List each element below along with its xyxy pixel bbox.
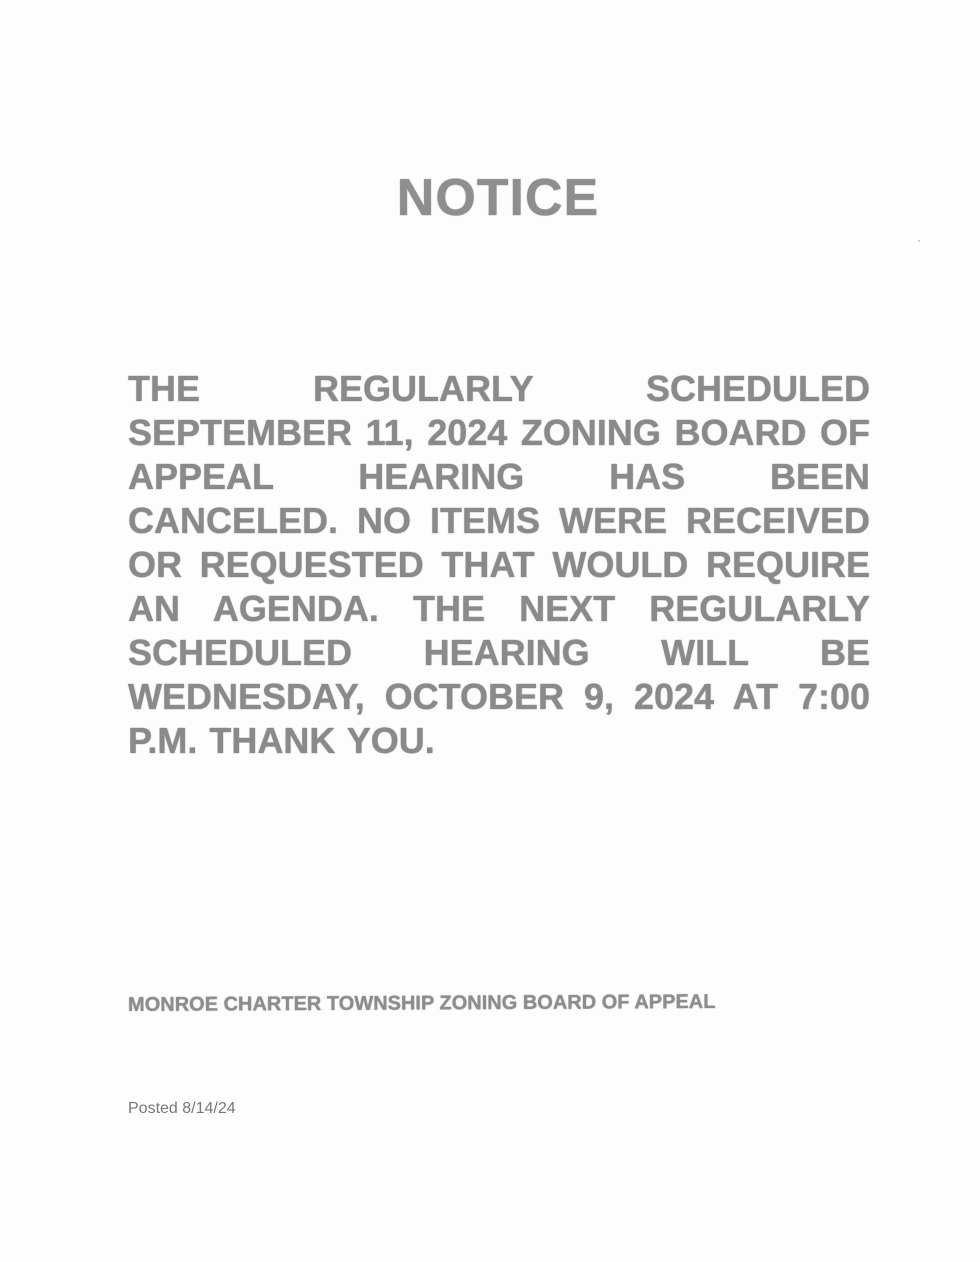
posted-date: Posted 8/14/24: [128, 1100, 236, 1117]
issuing-body: MONROE CHARTER TOWNSHIP ZONING BOARD OF APPEAL: [127, 990, 716, 1016]
notice-body: THE REGULARLY SCHEDULED SEPTEMBER 11, 2024 ZONING BOARD OF APPEAL HEARING HAS BEEN CANCELED. NO ITEMS WERE RECEIVED OR REQUESTED THAT WOULD REQUIRE AN AGENDA. THE NEXT REGULARLY SCHEDULED HEARING WILL BE WEDNESDAY, OCTOBER 9, 2024 AT 7:00 P.M. THANK YOU.: [128, 368, 870, 761]
scan-speck: [918, 240, 920, 242]
notice-title: NOTICE: [396, 169, 600, 227]
